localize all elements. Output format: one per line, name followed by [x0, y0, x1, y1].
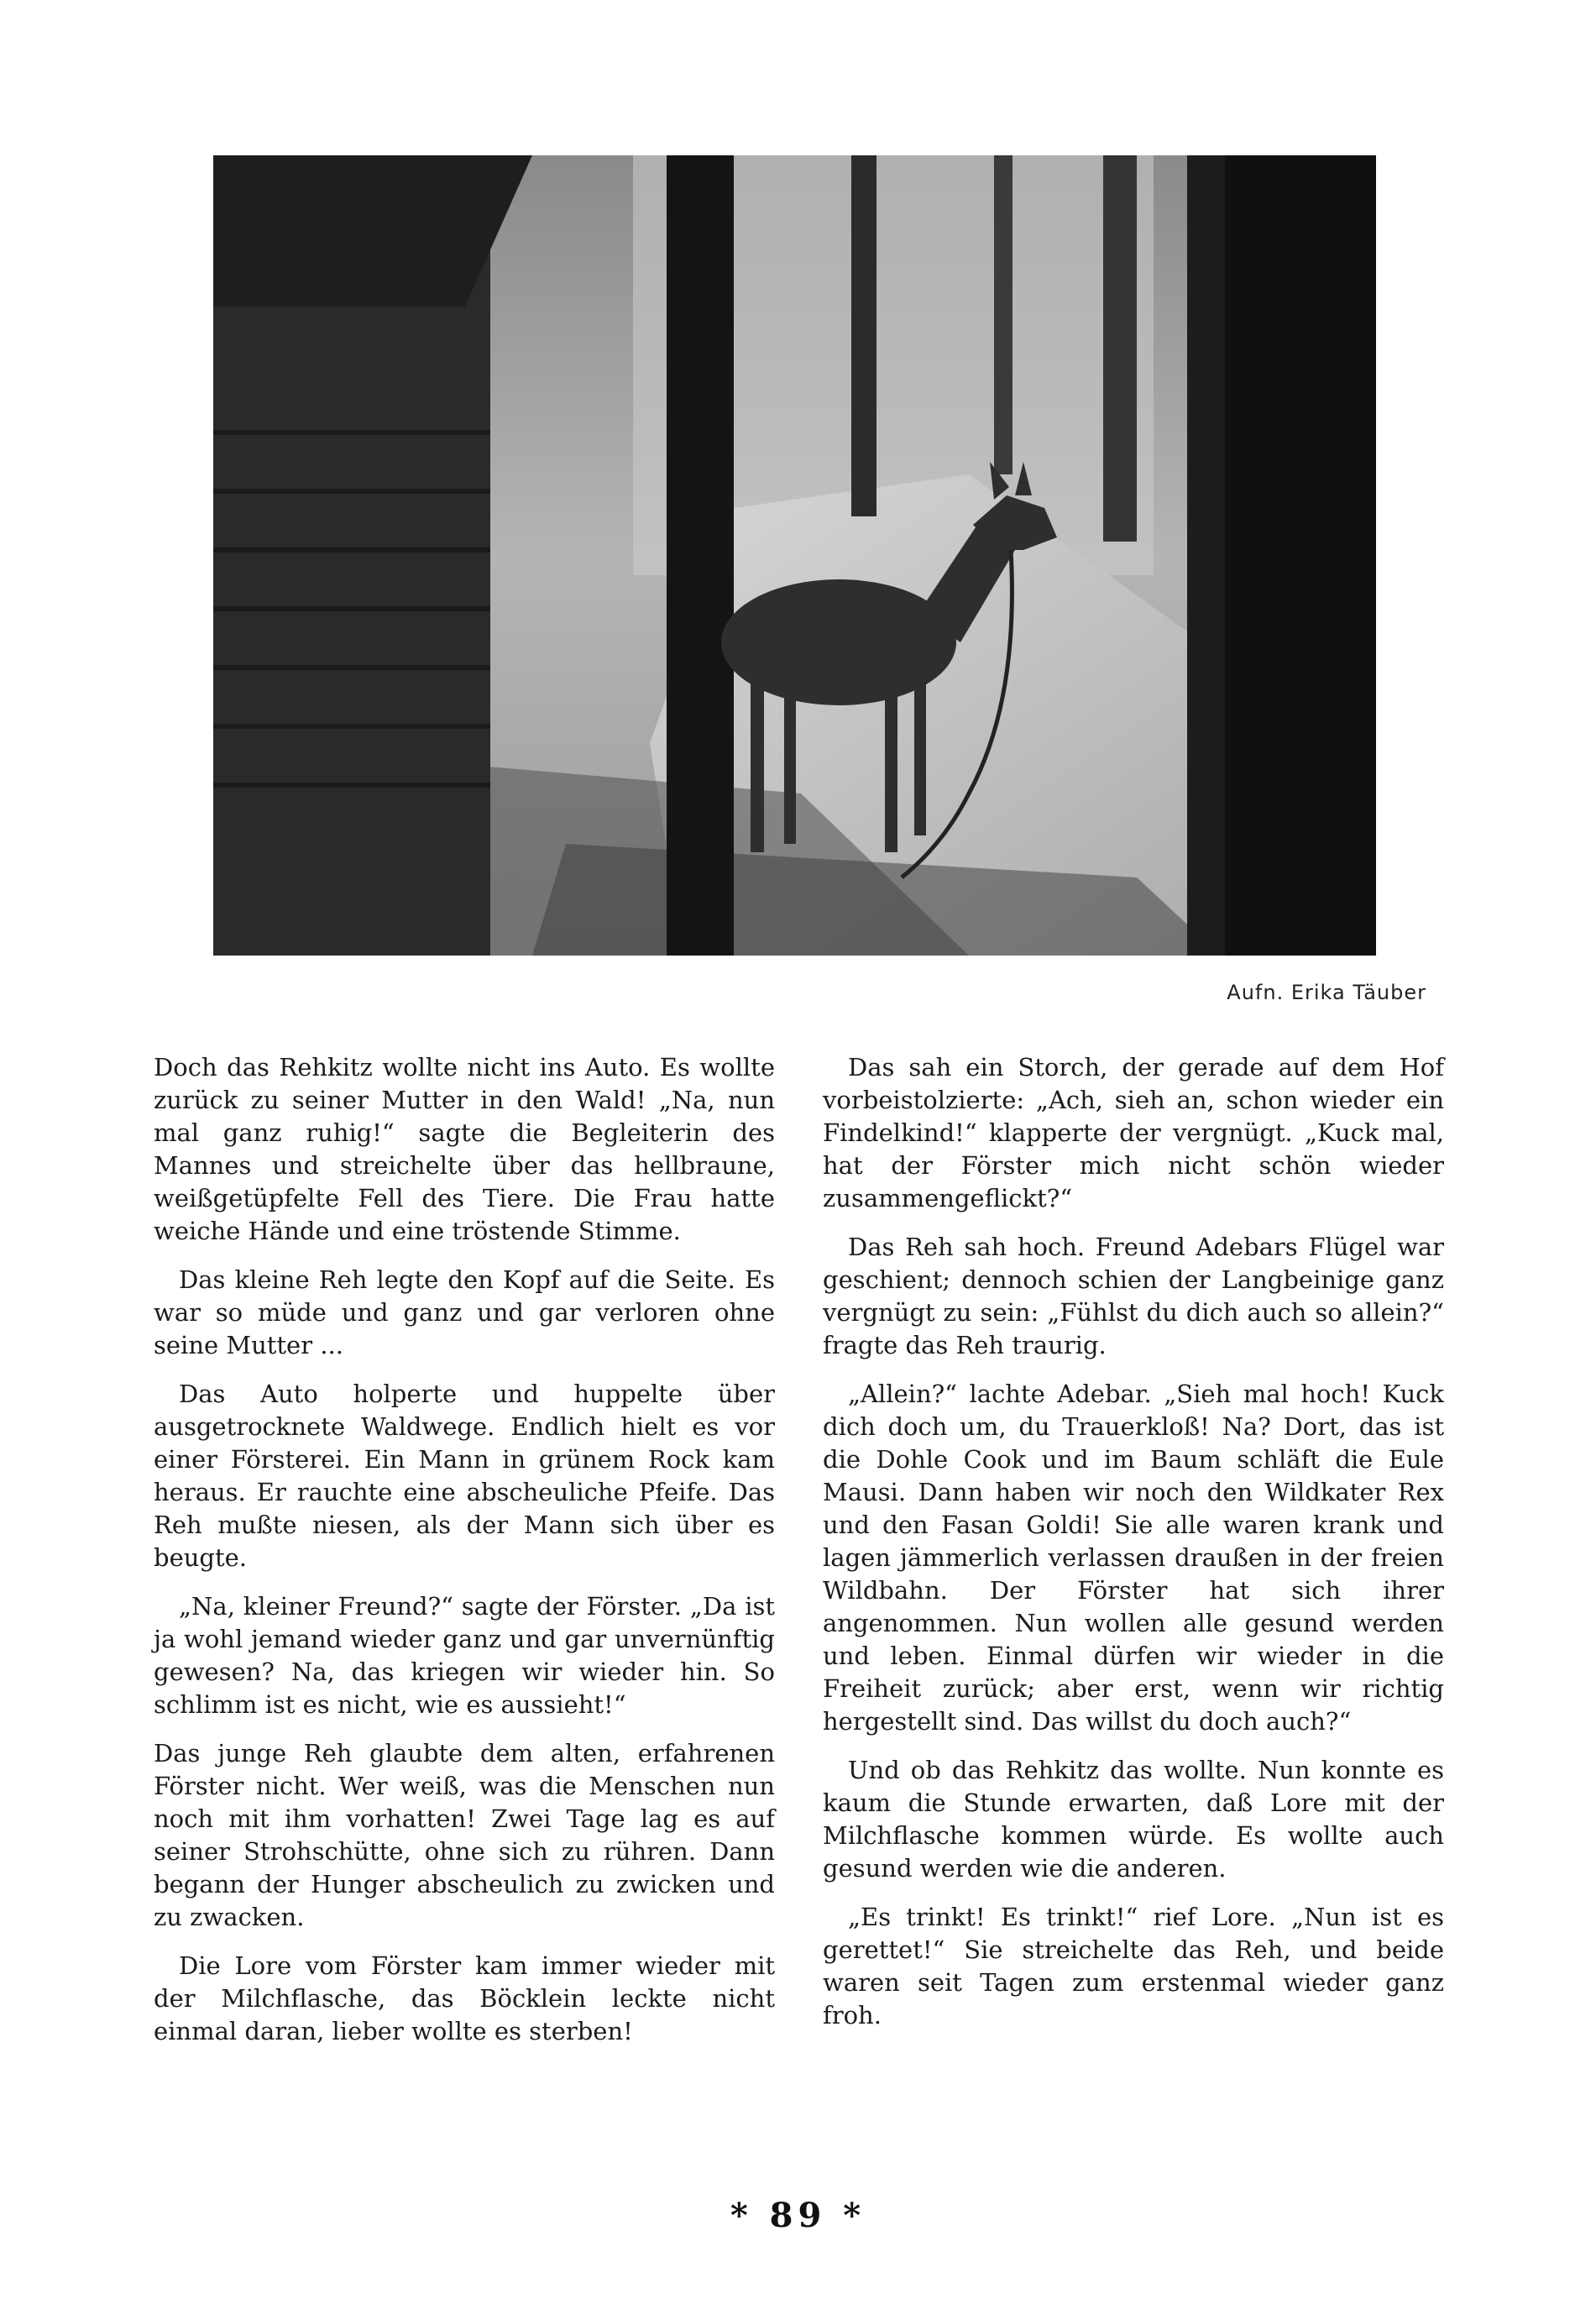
- left-column: [154, 1051, 775, 2064]
- forest-deer-illustration: [213, 155, 1376, 956]
- paragraph: Doch das Rehkitz wollte nicht ins Auto. Es wollte zurück zu seiner Mutter in den Wald! „Na, nun mal ganz ruhig!“ sagte die Begleiterin des Mannes und streichelte über das hellbraune, weißgetüpfelte Fell des Tiere. Die Frau hatte weiche Hände und eine tröstende Stimme.: [154, 1053, 775, 1245]
- paragraph: Das Reh sah hoch. Freund Adebars Flügel war geschient; dennoch schien der Langbeinige ganz vergnügt zu sein: „Fühlst du dich auch so allein?“ fragte das Reh traurig.: [823, 1233, 1444, 1359]
- paragraph: „Allein?“ lachte Adebar. „Sieh mal hoch! Kuck dich doch um, du Trauerkloß! Na? Dort, das ist die Dohle Cook und im Baum schläft die Eule Mausi. Dann haben wir noch den Wildkater Rex und den Fasan Goldi! Sie alle waren krank und lagen jämmerlich verlassen draußen in der freien Wildbahn. Der Förster hat sich ihrer angenommen. Nun wollen alle gesund werden und leben. Einmal dürfen wir wieder in die Freiheit zurück; aber erst, wenn wir richtig hergestellt sind. Das willst du doch auch?“: [823, 1380, 1444, 1736]
- paragraph: Die Lore vom Förster kam immer wieder mit der Milchflasche, das Böcklein leckte nicht einmal daran, lieber wollte es sterben!: [154, 1951, 775, 2045]
- deer-photo: [213, 155, 1376, 956]
- paragraph: „Es trinkt! Es trinkt!“ rief Lore. „Nun ist es gerettet!“ Sie streichelte das Reh, und beide waren seit Tagen zum erstenmal wieder ganz froh.: [823, 1903, 1444, 2029]
- paragraph: Das sah ein Storch, der gerade auf dem Hof vorbeistolzierte: „Ach, sieh an, schon wieder ein Findelkind!“ klapperte der vergnügt. „Kuck mal, hat der Förster mich nicht schön wieder zusammengeflickt?“: [823, 1053, 1444, 1212]
- paragraph: Und ob das Rehkitz das wollte. Nun konnte es kaum die Stunde erwarten, daß Lore mit der Milchflasche kommen würde. Es wollte auch gesund werden wie die anderen.: [823, 1756, 1444, 1883]
- photo-credit: Aufn. Erika Täuber: [1227, 981, 1426, 1004]
- paragraph: Das junge Reh glaubte dem alten, erfahrenen Förster nicht. Wer weiß, was die Menschen nun noch mit ihm vorhatten! Zwei Tage lag es auf seiner Strohschütte, ohne sich zu rühren. Dann begann der Hunger abscheulich zu zwicken und zu zwacken.: [154, 1739, 775, 1931]
- paragraph: „Na, kleiner Freund?“ sagte der Förster. „Da ist ja wohl jemand wieder ganz und gar unvernünftig gewesen? Na, das kriegen wir wieder hin. So schlimm ist es nicht, wie es aussieht!“: [154, 1592, 775, 1719]
- page-number: * 89 *: [730, 2196, 866, 2235]
- paragraph: Das Auto holperte und huppelte über ausgetrocknete Waldwege. Endlich hielt es vor einer Försterei. Ein Mann in grünem Rock kam heraus. Er rauchte eine abscheuliche Pfeife. Das Reh mußte niesen, als der Mann sich über es beugte.: [154, 1380, 775, 1572]
- paragraph: Das kleine Reh legte den Kopf auf die Seite. Es war so müde und ganz und gar verloren ohne seine Mutter ...: [154, 1265, 775, 1359]
- right-column: [823, 1051, 1444, 2048]
